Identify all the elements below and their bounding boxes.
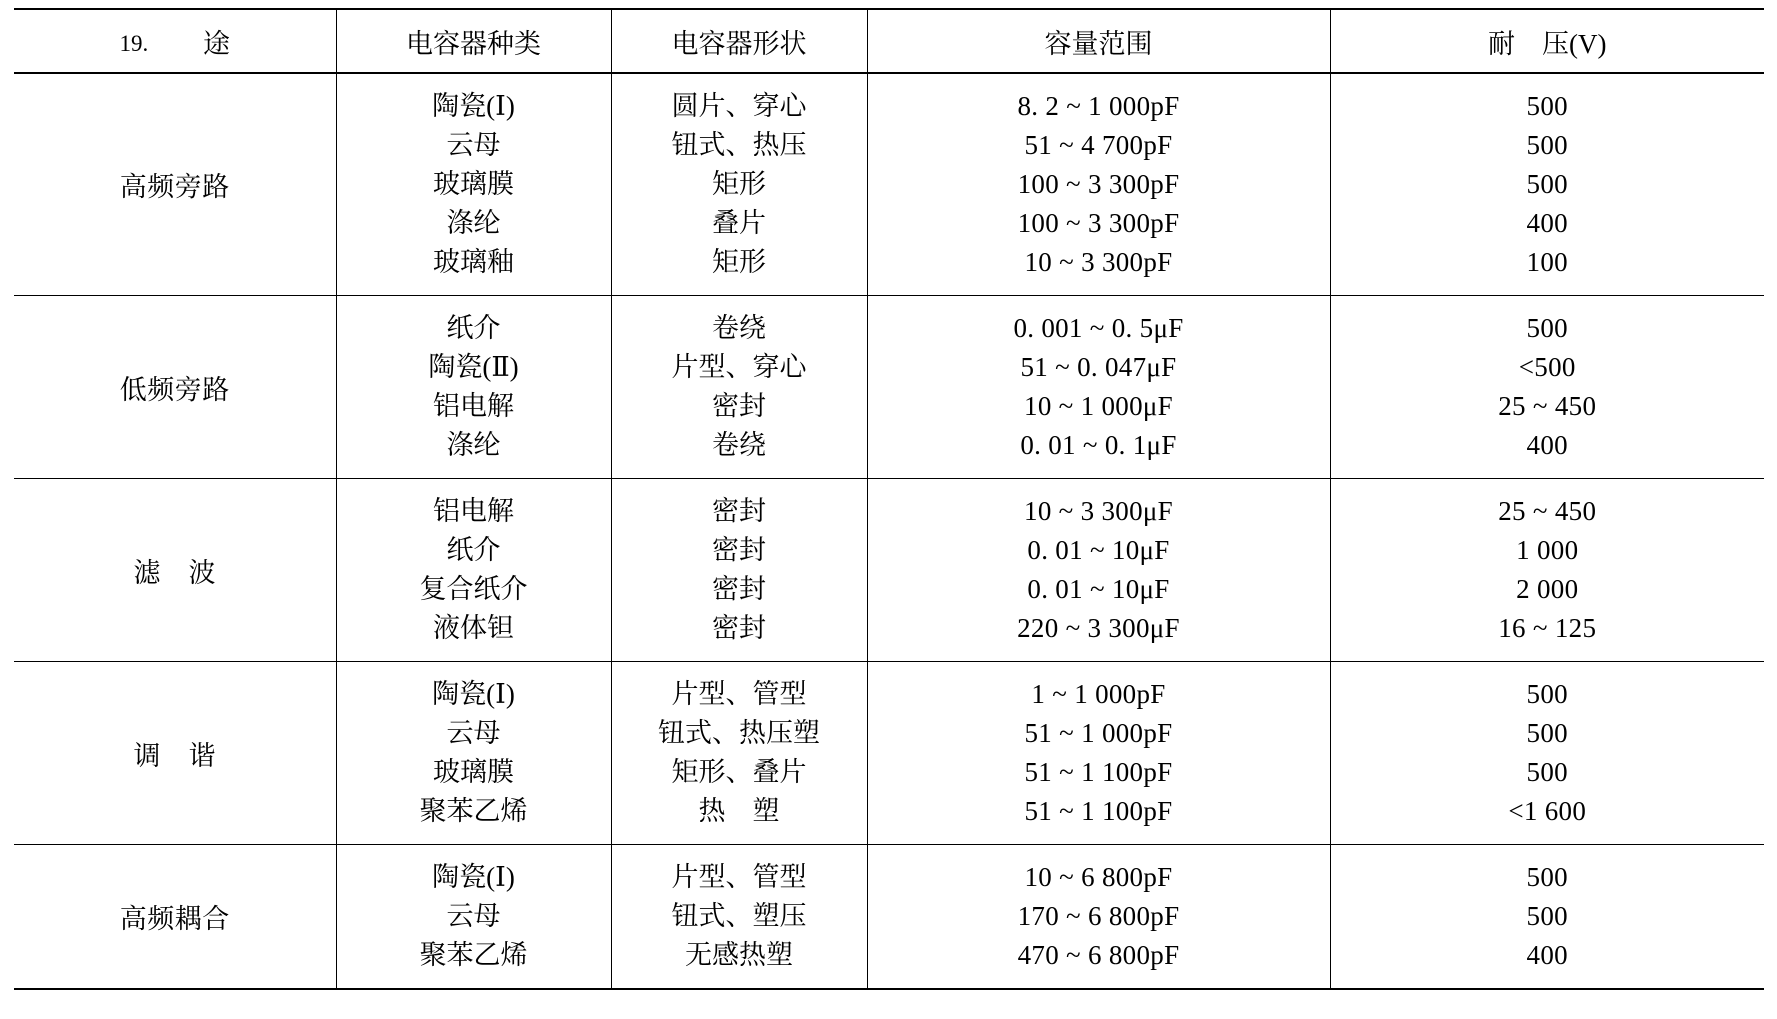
list-item: 铝电解: [433, 391, 514, 421]
cell-use: 高频耦合: [14, 845, 336, 990]
list-item: 云母: [446, 130, 501, 160]
list-item: 密封: [712, 496, 766, 526]
list-item: 100 ~ 3 300pF: [1017, 169, 1180, 199]
cell-voltages: [1330, 662, 1764, 845]
list-item: 25 ~ 450: [1498, 391, 1597, 421]
table-row: [14, 479, 1764, 662]
list-item: 无感热塑: [685, 940, 793, 970]
list-item: 陶瓷(Ⅰ): [432, 862, 515, 892]
list-item: 矩形、叠片: [671, 757, 807, 787]
list-item: 密封: [712, 574, 766, 604]
header-use: [14, 9, 336, 73]
list-item: 聚苯乙烯: [419, 940, 528, 970]
list-item: 钮式、塑压: [671, 901, 807, 931]
list-item: 矩形: [712, 247, 766, 277]
cell-ranges: [867, 296, 1330, 479]
cell-shapes: [611, 662, 867, 845]
list-item: 500: [1526, 901, 1568, 931]
list-item: 25 ~ 450: [1498, 496, 1597, 526]
list-item: 0. 01 ~ 10μF: [1027, 574, 1170, 604]
list-item: 400: [1526, 208, 1568, 238]
list-item: 0. 01 ~ 0. 1μF: [1020, 430, 1177, 460]
list-item: 100 ~ 3 300pF: [1017, 208, 1180, 238]
list-item: 500: [1526, 313, 1568, 343]
cell-types: [336, 73, 611, 296]
list-item: 100: [1526, 247, 1568, 277]
list-item: 涤纶: [446, 208, 501, 238]
list-item: 陶瓷(Ⅱ): [428, 352, 519, 382]
list-item: 500: [1526, 718, 1568, 748]
capacitor-selection-table: [14, 8, 1764, 990]
cell-ranges: [867, 662, 1330, 845]
list-item: 密封: [712, 391, 766, 421]
cell-types: [336, 845, 611, 990]
list-item: 钮式、热压: [671, 130, 807, 160]
list-item: 2 000: [1516, 574, 1579, 604]
list-item: 51 ~ 1 100pF: [1024, 757, 1173, 787]
cell-voltages: [1330, 296, 1764, 479]
list-item: 云母: [446, 901, 501, 931]
list-item: 170 ~ 6 800pF: [1017, 901, 1180, 931]
table-header: [14, 9, 1764, 73]
list-item: 500: [1526, 91, 1568, 121]
table-row: [14, 73, 1764, 296]
list-item: 1 ~ 1 000pF: [1031, 679, 1166, 709]
list-item: 1 000: [1516, 535, 1579, 565]
list-item: 云母: [446, 718, 501, 748]
cell-use: 高频旁路: [14, 73, 336, 296]
list-item: 500: [1526, 757, 1568, 787]
cell-shapes: [611, 296, 867, 479]
cell-shapes: [611, 479, 867, 662]
list-item: 玻璃釉: [433, 247, 514, 277]
list-item: 纸介: [446, 535, 501, 565]
list-item: 卷绕: [712, 430, 766, 460]
list-item: 片型、管型: [671, 679, 807, 709]
table-body: [14, 73, 1764, 989]
list-item: 玻璃膜: [433, 757, 514, 787]
header-use-number: 19.: [119, 30, 149, 56]
cell-voltages: [1330, 845, 1764, 990]
cell-types: [336, 296, 611, 479]
cell-use: 低频旁路: [14, 296, 336, 479]
list-item: 220 ~ 3 300μF: [1017, 613, 1180, 643]
list-item: 液体钽: [433, 613, 514, 643]
list-item: 0. 001 ~ 0. 5μF: [1013, 313, 1184, 343]
cell-types: [336, 662, 611, 845]
list-item: 钮式、热压塑: [658, 718, 820, 748]
list-item: 51 ~ 4 700pF: [1024, 130, 1173, 160]
list-item: 涤纶: [446, 430, 501, 460]
cell-voltages: [1330, 73, 1764, 296]
list-item: 玻璃膜: [433, 169, 514, 199]
list-item: 0. 01 ~ 10μF: [1027, 535, 1170, 565]
list-item: 400: [1526, 430, 1568, 460]
header-range: 容量范围: [867, 9, 1330, 73]
list-item: 铝电解: [433, 496, 514, 526]
list-item: 10 ~ 3 300pF: [1024, 247, 1173, 277]
header-row: [14, 9, 1764, 73]
cell-ranges: [867, 73, 1330, 296]
list-item: 密封: [712, 535, 766, 565]
list-item: 51 ~ 1 000pF: [1024, 718, 1173, 748]
list-item: 10 ~ 3 300μF: [1024, 496, 1173, 526]
list-item: 圆片、穿心: [671, 91, 807, 121]
table-row: [14, 296, 1764, 479]
list-item: <500: [1518, 352, 1576, 382]
list-item: 8. 2 ~ 1 000pF: [1017, 91, 1180, 121]
list-item: 500: [1526, 130, 1568, 160]
list-item: 10 ~ 6 800pF: [1024, 862, 1173, 892]
table-row: [14, 662, 1764, 845]
header-voltage: 耐 压(V): [1330, 9, 1764, 73]
list-item: 卷绕: [712, 313, 766, 343]
cell-shapes: [611, 73, 867, 296]
list-item: 16 ~ 125: [1498, 613, 1597, 643]
list-item: 片型、穿心: [671, 352, 807, 382]
list-item: 密封: [712, 613, 766, 643]
list-item: <1 600: [1508, 796, 1587, 826]
table-row: [14, 845, 1764, 990]
list-item: 400: [1526, 940, 1568, 970]
cell-voltages: [1330, 479, 1764, 662]
cell-ranges: [867, 845, 1330, 990]
list-item: 陶瓷(Ⅰ): [432, 679, 515, 709]
header-use-label: 途: [203, 28, 230, 59]
list-item: 陶瓷(Ⅰ): [432, 91, 515, 121]
cell-ranges: [867, 479, 1330, 662]
list-item: 热 塑: [698, 796, 780, 826]
list-item: 10 ~ 1 000μF: [1024, 391, 1173, 421]
list-item: 51 ~ 0. 047μF: [1020, 352, 1177, 382]
cell-types: [336, 479, 611, 662]
header-type: 电容器种类: [336, 9, 611, 73]
cell-shapes: [611, 845, 867, 990]
list-item: 纸介: [446, 313, 501, 343]
list-item: 复合纸介: [419, 574, 528, 604]
list-item: 470 ~ 6 800pF: [1017, 940, 1180, 970]
cell-use: 调 谐: [14, 662, 336, 845]
list-item: 叠片: [712, 208, 766, 238]
list-item: 500: [1526, 169, 1568, 199]
list-item: 矩形: [712, 169, 766, 199]
list-item: 51 ~ 1 100pF: [1024, 796, 1173, 826]
cell-use: 滤 波: [14, 479, 336, 662]
list-item: 片型、管型: [671, 862, 807, 892]
list-item: 500: [1526, 862, 1568, 892]
list-item: 聚苯乙烯: [419, 796, 528, 826]
list-item: 500: [1526, 679, 1568, 709]
header-shape: 电容器形状: [611, 9, 867, 73]
